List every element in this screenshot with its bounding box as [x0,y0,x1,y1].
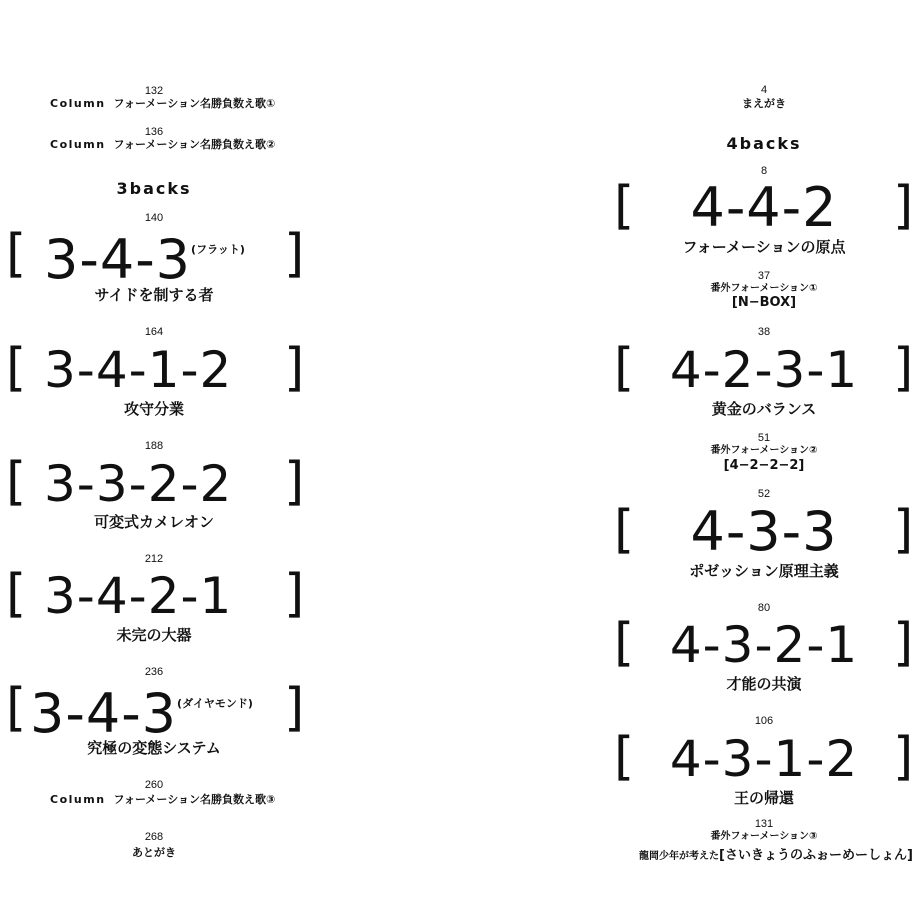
entry-subtitle: 究極の変態システム [87,739,221,757]
formation-4-3-2-1[interactable] [644,617,884,673]
bracket-close: ] [284,452,305,512]
preface-title[interactable]: まえがき [742,97,786,110]
entry-subtitle: 才能の共演 [726,675,802,693]
extra-2-box[interactable]: [4−2−2−2] [723,458,805,473]
preface-page: 4 [760,84,768,96]
formation-4-3-1-2[interactable] [644,731,884,787]
column-2-title: フォーメーション名勝負数え歌② [113,138,276,151]
bracket-close: ] [284,678,305,738]
extra-3-line[interactable] [639,844,913,863]
formation-label: 3-4-3 [30,682,178,745]
entry-subtitle: ポゼッション原理主義 [689,562,839,580]
bracket-open: [ [6,678,27,738]
bracket-open: [ [6,452,27,512]
formation-label: 3-4-2-1 [44,567,233,625]
entry-subtitle: 黄金のバランス [711,400,817,418]
column-2-page: 136 [144,126,164,138]
entry-page: 106 [754,715,774,727]
bracket-open: [ [614,727,635,787]
formation-tag: (フラット) [191,243,245,256]
entry-page: 188 [144,440,164,452]
formation-label: 4-3-1-2 [669,730,859,788]
column-2-line[interactable] [50,138,275,151]
column-2-label: Column [50,138,106,151]
bracket-open: [ [614,613,635,673]
bracket-open: [ [6,564,27,624]
column-3-page: 260 [144,779,164,791]
formation-3-4-3-diamond[interactable] [30,682,253,745]
bracket-close: ] [893,338,914,398]
formation-3-4-1-2[interactable] [44,342,232,398]
bracket-close: ] [284,338,305,398]
extra-2-label: 番外フォーメーション② [710,445,818,456]
entry-page: 140 [144,212,164,224]
afterword-page: 268 [144,831,164,843]
formation-label: 3-3-2-2 [44,455,233,513]
bracket-open: [ [6,338,27,398]
entry-subtitle: 王の帰還 [733,789,794,807]
bracket-close: ] [284,224,305,284]
bracket-open: [ [614,176,635,236]
bracket-open: [ [614,338,635,398]
bracket-close: ] [893,727,914,787]
extra-3-page: 131 [754,818,774,830]
entry-subtitle: 攻守分業 [123,400,184,418]
entry-page: 212 [144,553,164,565]
extra-1-page: 37 [757,270,771,282]
entry-subtitle: サイドを制する者 [94,286,214,304]
extra-3-box: [さいきょうのふぉーめーしょん] [719,848,913,863]
column-1-page: 132 [144,85,164,97]
formation-3-4-2-1[interactable] [44,568,232,624]
column-3-title: フォーメーション名勝負数え歌③ [113,793,276,806]
column-1-line[interactable] [50,97,275,110]
bracket-open: [ [614,500,635,560]
afterword-title[interactable]: あとがき [132,846,176,859]
extra-2-page: 51 [757,432,771,444]
bracket-close: ] [284,564,305,624]
entry-subtitle: 未完の大器 [116,626,192,644]
formation-4-3-3[interactable] [664,500,864,563]
entry-page: 52 [757,488,771,500]
extra-3-label: 番外フォーメーション③ [710,831,818,842]
entry-page: 164 [144,326,164,338]
formation-3-4-3-flat[interactable] [44,228,245,291]
formation-4-2-3-1[interactable] [644,342,884,398]
bracket-close: ] [893,613,914,673]
entry-page: 8 [760,165,768,177]
formation-label: 4-4-2 [690,176,838,239]
bracket-close: ] [893,176,914,236]
column-1-label: Column [50,97,106,110]
entry-subtitle: フォーメーションの原点 [682,238,846,256]
entry-page: 80 [757,602,771,614]
formation-label: 4-3-3 [690,500,838,563]
column-3-label: Column [50,793,106,806]
entry-subtitle: 可変式カメレオン [93,513,214,531]
column-3-line[interactable] [50,793,275,806]
formation-label: 4-2-3-1 [669,341,859,399]
formation-label: 3-4-3 [44,228,192,291]
entry-page: 236 [144,666,164,678]
extra-1-box[interactable]: [N−BOX] [731,295,797,310]
extra-3-prefix: 龍岡少年が考えた [639,851,719,862]
column-1-title: フォーメーション名勝負数え歌① [113,97,276,110]
extra-1-label: 番外フォーメーション① [710,283,818,294]
formation-label: 3-4-1-2 [44,341,233,399]
bracket-close: ] [893,500,914,560]
bracket-open: [ [6,224,27,284]
formation-label: 4-3-2-1 [669,616,859,674]
entry-page: 38 [757,326,771,338]
section-title-3backs: 3backs [116,179,192,198]
formation-3-3-2-2[interactable] [44,456,232,512]
section-title-4backs: 4backs [726,134,802,153]
formation-tag: (ダイヤモンド) [177,697,253,710]
formation-4-4-2[interactable] [664,176,864,239]
